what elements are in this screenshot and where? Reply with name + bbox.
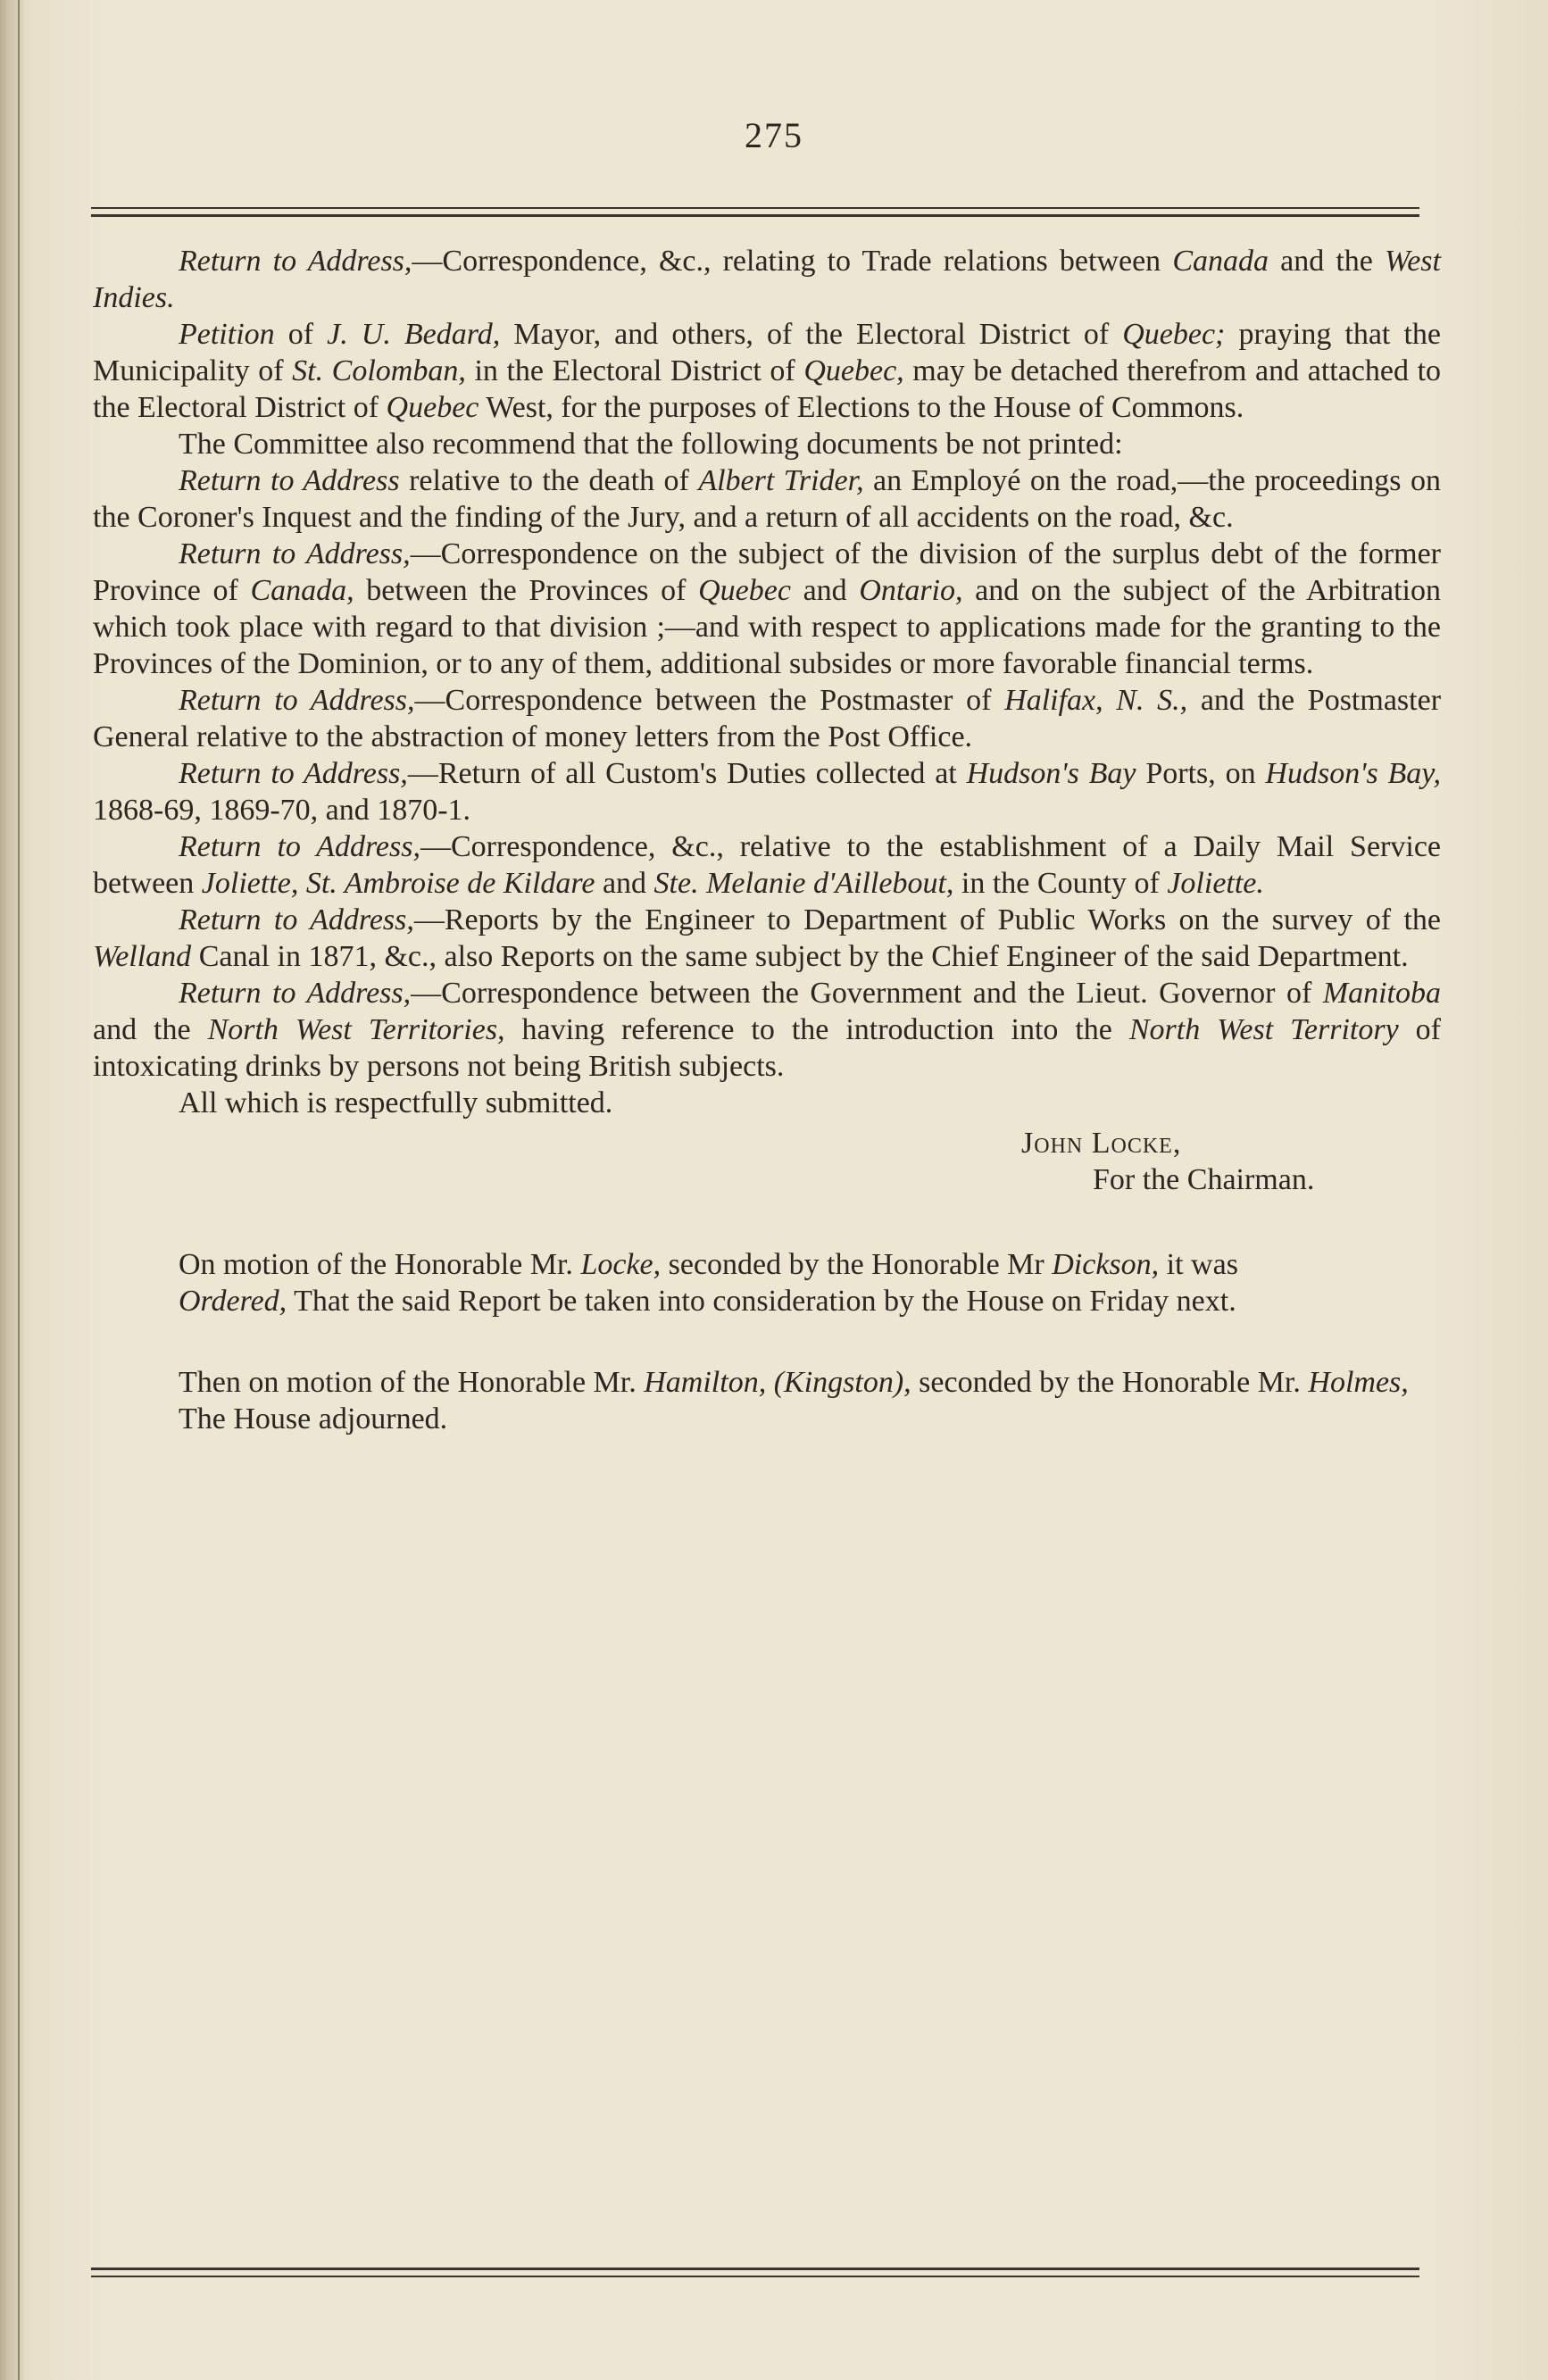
paragraph-postmaster-halifax: Return to Address,—Correspondence between the Postmaster of Halifax, N. S., and the Postmaster General relative to the abstraction of money letters from the Post Office. — [93, 684, 1442, 753]
paragraph-submitted: All which is respectfully submitted. — [179, 1086, 613, 1119]
motion-hamilton: Then on motion of the Honorable Mr. Hamilton, (Kingston), seconded by the Honorable Mr. Holmes, — [179, 1366, 1409, 1399]
binding-edge-line — [18, 0, 20, 2380]
binding-gutter — [0, 0, 23, 2380]
page-number: 275 — [745, 115, 803, 155]
header-rule-top — [91, 207, 1419, 209]
footer-rule-bottom — [91, 2276, 1419, 2277]
signature-name: John Locke, — [1021, 1127, 1182, 1160]
paragraph-trider: Return to Address relative to the death of Albert Trider, an Employé on the road,—the proceedings on the Coroner's Inquest and the finding of the Jury, and a return of all accidents on the road, &c. — [93, 464, 1442, 534]
footer-rule-top — [91, 2268, 1419, 2270]
motion-locke: On motion of the Honorable Mr. Locke, seconded by the Honorable Mr Dickson, it was — [179, 1248, 1238, 1281]
signature-block — [93, 1125, 1441, 1198]
paragraph-customs-duties: Return to Address,—Return of all Custom's Duties collected at Hudson's Bay Ports, on Hudson's Bay, 1868-69, 1869-70, and 1870-1. — [93, 757, 1441, 827]
signature-role: For the Chairman. — [1093, 1163, 1315, 1196]
paragraph-intoxicating-drinks: Return to Address,—Correspondence between the Government and the Lieut. Governor of Manitoba and the North West Territories, having reference to the introduction into the North West Territory of intoxicating drinks by persons not being British subjects. — [93, 977, 1441, 1083]
paragraph-surplus-debt: Return to Address,—Correspondence on the subject of the division of the surplus debt of the former Province of Canada, between the Provinces of Quebec and Ontario, and on the subject of the Arbitration which took place with regard to that division ;—and with respect to applications made for the granting to the Provinces of the Dominion, or to any of them, additional subsides or more favorable financial terms. — [93, 537, 1441, 680]
paragraph-trade-relations: Return to Address,—Correspondence, &c., relating to Trade relations between Canada and the West Indies. — [93, 245, 1441, 314]
report-body — [93, 243, 1441, 1437]
paragraph-mail-service: Return to Address,—Correspondence, &c., relative to the establishment of a Daily Mail Service between Joliette, St. Ambroise de Kildare and Ste. Melanie d'Aillebout, in the County of Joliette. — [93, 830, 1441, 900]
house-adjourned: The House adjourned. — [179, 1402, 448, 1435]
ordered-friday: Ordered, That the said Report be taken into consideration by the House on Friday next. — [179, 1285, 1236, 1318]
paragraph-welland-canal: Return to Address,—Reports by the Engineer to Department of Public Works on the survey of the Welland Canal in 1871, &c., also Reports on the same subject by the Chief Engineer of the said Department. — [93, 903, 1441, 973]
paragraph-petition-bedard: Petition of J. U. Bedard, Mayor, and others, of the Electoral District of Quebec; praying that the Municipality of St. Colomban, in the Electoral District of Quebec, may be detached therefrom and attached to the Electoral District of Quebec West, for the purposes of Elections to the House of Commons. — [93, 318, 1442, 424]
header-rule-bottom — [91, 214, 1419, 217]
paragraph-not-printed: The Committee also recommend that the following documents be not printed: — [179, 428, 1123, 461]
